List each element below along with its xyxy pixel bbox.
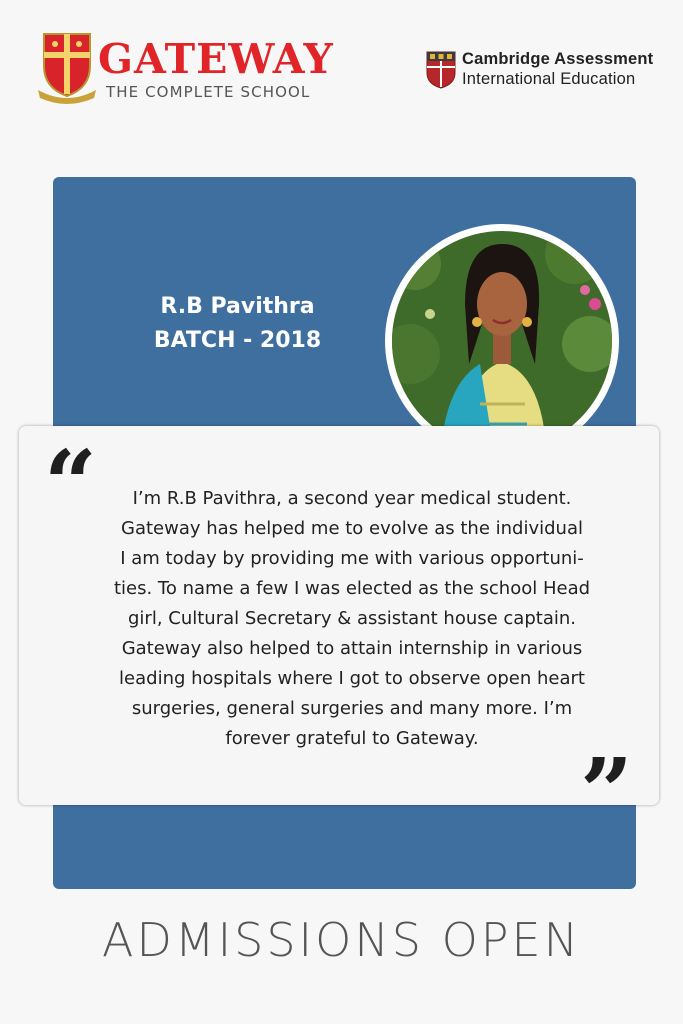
student-photo: [385, 224, 619, 458]
admissions-headline: ADMISSIONS OPEN: [102, 913, 581, 967]
school-tagline: THE COMPLETE SCHOOL: [106, 83, 311, 101]
student-name: R.B Pavithra: [160, 294, 315, 319]
partner-name-line-1: Cambridge Assessment: [462, 50, 654, 68]
student-info: [125, 290, 350, 358]
close-quote-icon: ”: [580, 738, 633, 846]
cambridge-shield-icon: [426, 51, 456, 89]
open-quote-icon: “: [44, 430, 97, 538]
gateway-crest-icon: [36, 30, 98, 104]
student-batch: BATCH - 2018: [153, 328, 322, 353]
partner-name-line-2: International Education: [462, 70, 636, 88]
testimonial-text: I’m R.B Pavithra, a second year medical student. Gateway has helped me to evolve as the individual I am today by providing me with various opportuni- ties. To name a few I was elected as the school Head girl, Cultural Secretary & assistant house captain. Gateway also helped to attain internship in various leading hospitals where I got to observe open heart surgeries, general surgeries and many more. I’m forever grateful to Gateway.: [113, 488, 591, 749]
school-name: GATEWAY: [98, 35, 334, 83]
